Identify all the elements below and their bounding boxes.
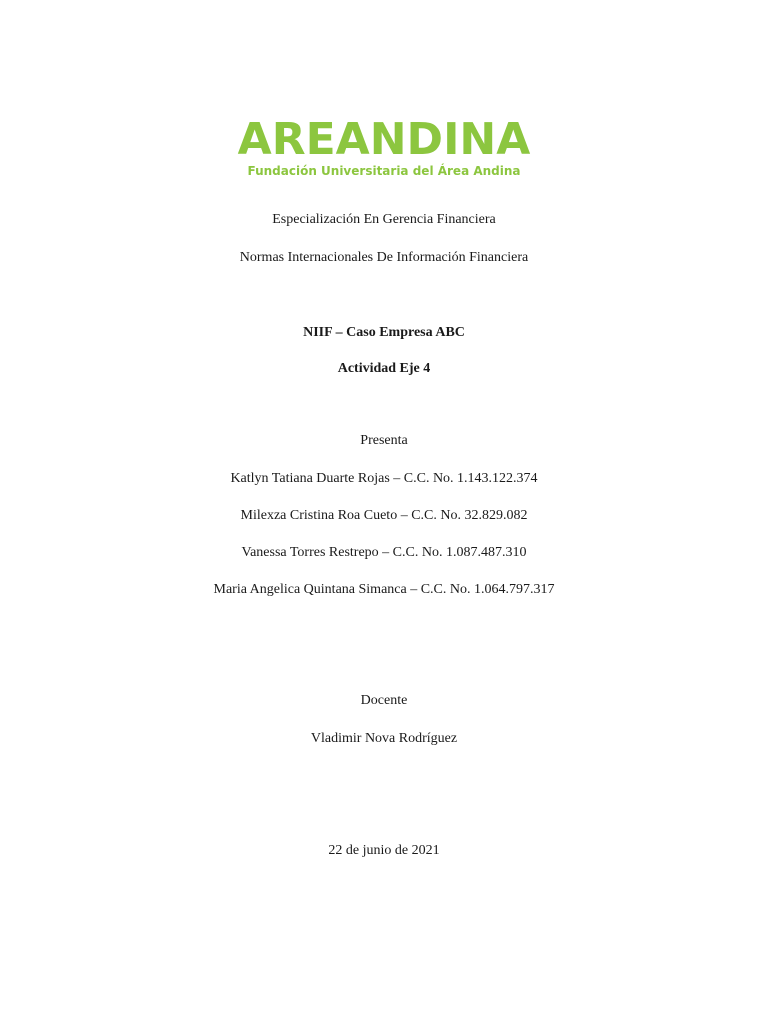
course-name: Normas Internacionales De Información Financiera	[239, 250, 529, 265]
document-date: 22 de junio de 2021	[328, 843, 440, 858]
program-name: Especialización En Gerencia Financiera	[272, 212, 496, 227]
presenter-label: Presenta	[360, 433, 408, 448]
logo-wordmark: AREANDINA	[237, 114, 531, 165]
teacher-name: Vladimir Nova Rodríguez	[310, 731, 458, 746]
author-2: Milexza Cristina Roa Cueto – C.C. No. 32.829.082	[240, 508, 528, 523]
logo-subtitle: Fundación Universitaria del Área Andina	[247, 164, 521, 178]
activity-label: Actividad Eje 4	[337, 361, 431, 376]
document-title: NIIF – Caso Empresa ABC	[303, 325, 465, 340]
author-4: Maria Angelica Quintana Simanca – C.C. No. 1.064.797.317	[213, 582, 555, 597]
author-1: Katlyn Tatiana Duarte Rojas – C.C. No. 1.143.122.374	[230, 471, 538, 486]
institution-logo	[0, 114, 768, 178]
teacher-label: Docente	[360, 693, 408, 708]
author-3: Vanessa Torres Restrepo – C.C. No. 1.087.487.310	[241, 545, 527, 560]
